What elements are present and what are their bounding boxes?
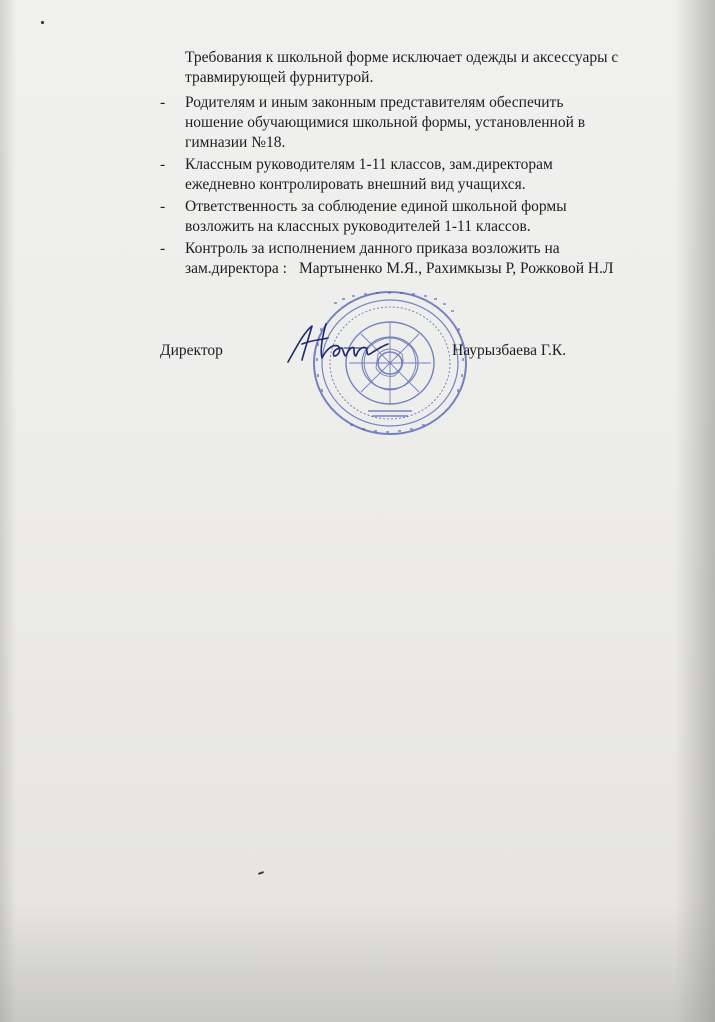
list-bullet: - [160,198,166,215]
intro-line: Требования к школьной форме исключает одежды и аксессуары с [185,49,619,66]
list-item [160,197,690,237]
list-item-line: возложить на классных руководителей 1-11 классов. [185,218,531,235]
page-shadow-left [0,0,16,1022]
page-shadow-bottom [0,902,715,1022]
intro-paragraph [185,48,685,88]
responsible-names: Мартыненко М.Я., Рахимкызы Р, Рожковой Н.Л [298,260,614,277]
list-item-line: Ответственность за соблюдение единой школьной формы [185,198,567,215]
list-item-line: ежедневно контролировать внешний вид учащихся. [185,176,526,193]
list-item-line: Родителям и иным законным представителям обеспечить [185,94,564,111]
responsible-label: зам.директора : [185,260,287,277]
paper-speck [41,21,44,24]
director-signature [282,318,392,368]
list-item [160,93,690,153]
list-item [160,155,690,195]
list-bullet: - [160,94,166,111]
list-item-line: гимназии №18. [185,134,286,151]
list-bullet: - [160,240,166,257]
list-item [160,239,690,279]
list-item-line: Классным руководителям 1-11 классов, зам.директорам [185,156,553,173]
director-name: Наурызбаева Г.К. [452,342,567,359]
intro-line: травмирующей фурнитурой. [185,69,374,86]
list-item-line: Контроль за исполнением данного приказа возложить на [185,240,560,257]
list-item-line: ношение обучающимися школьной формы, установленной в [185,114,586,131]
paper-speck [258,871,264,875]
director-title: Директор [160,342,223,359]
order-items-list [160,93,690,281]
list-bullet: - [160,156,166,173]
list-item-line [185,259,690,279]
